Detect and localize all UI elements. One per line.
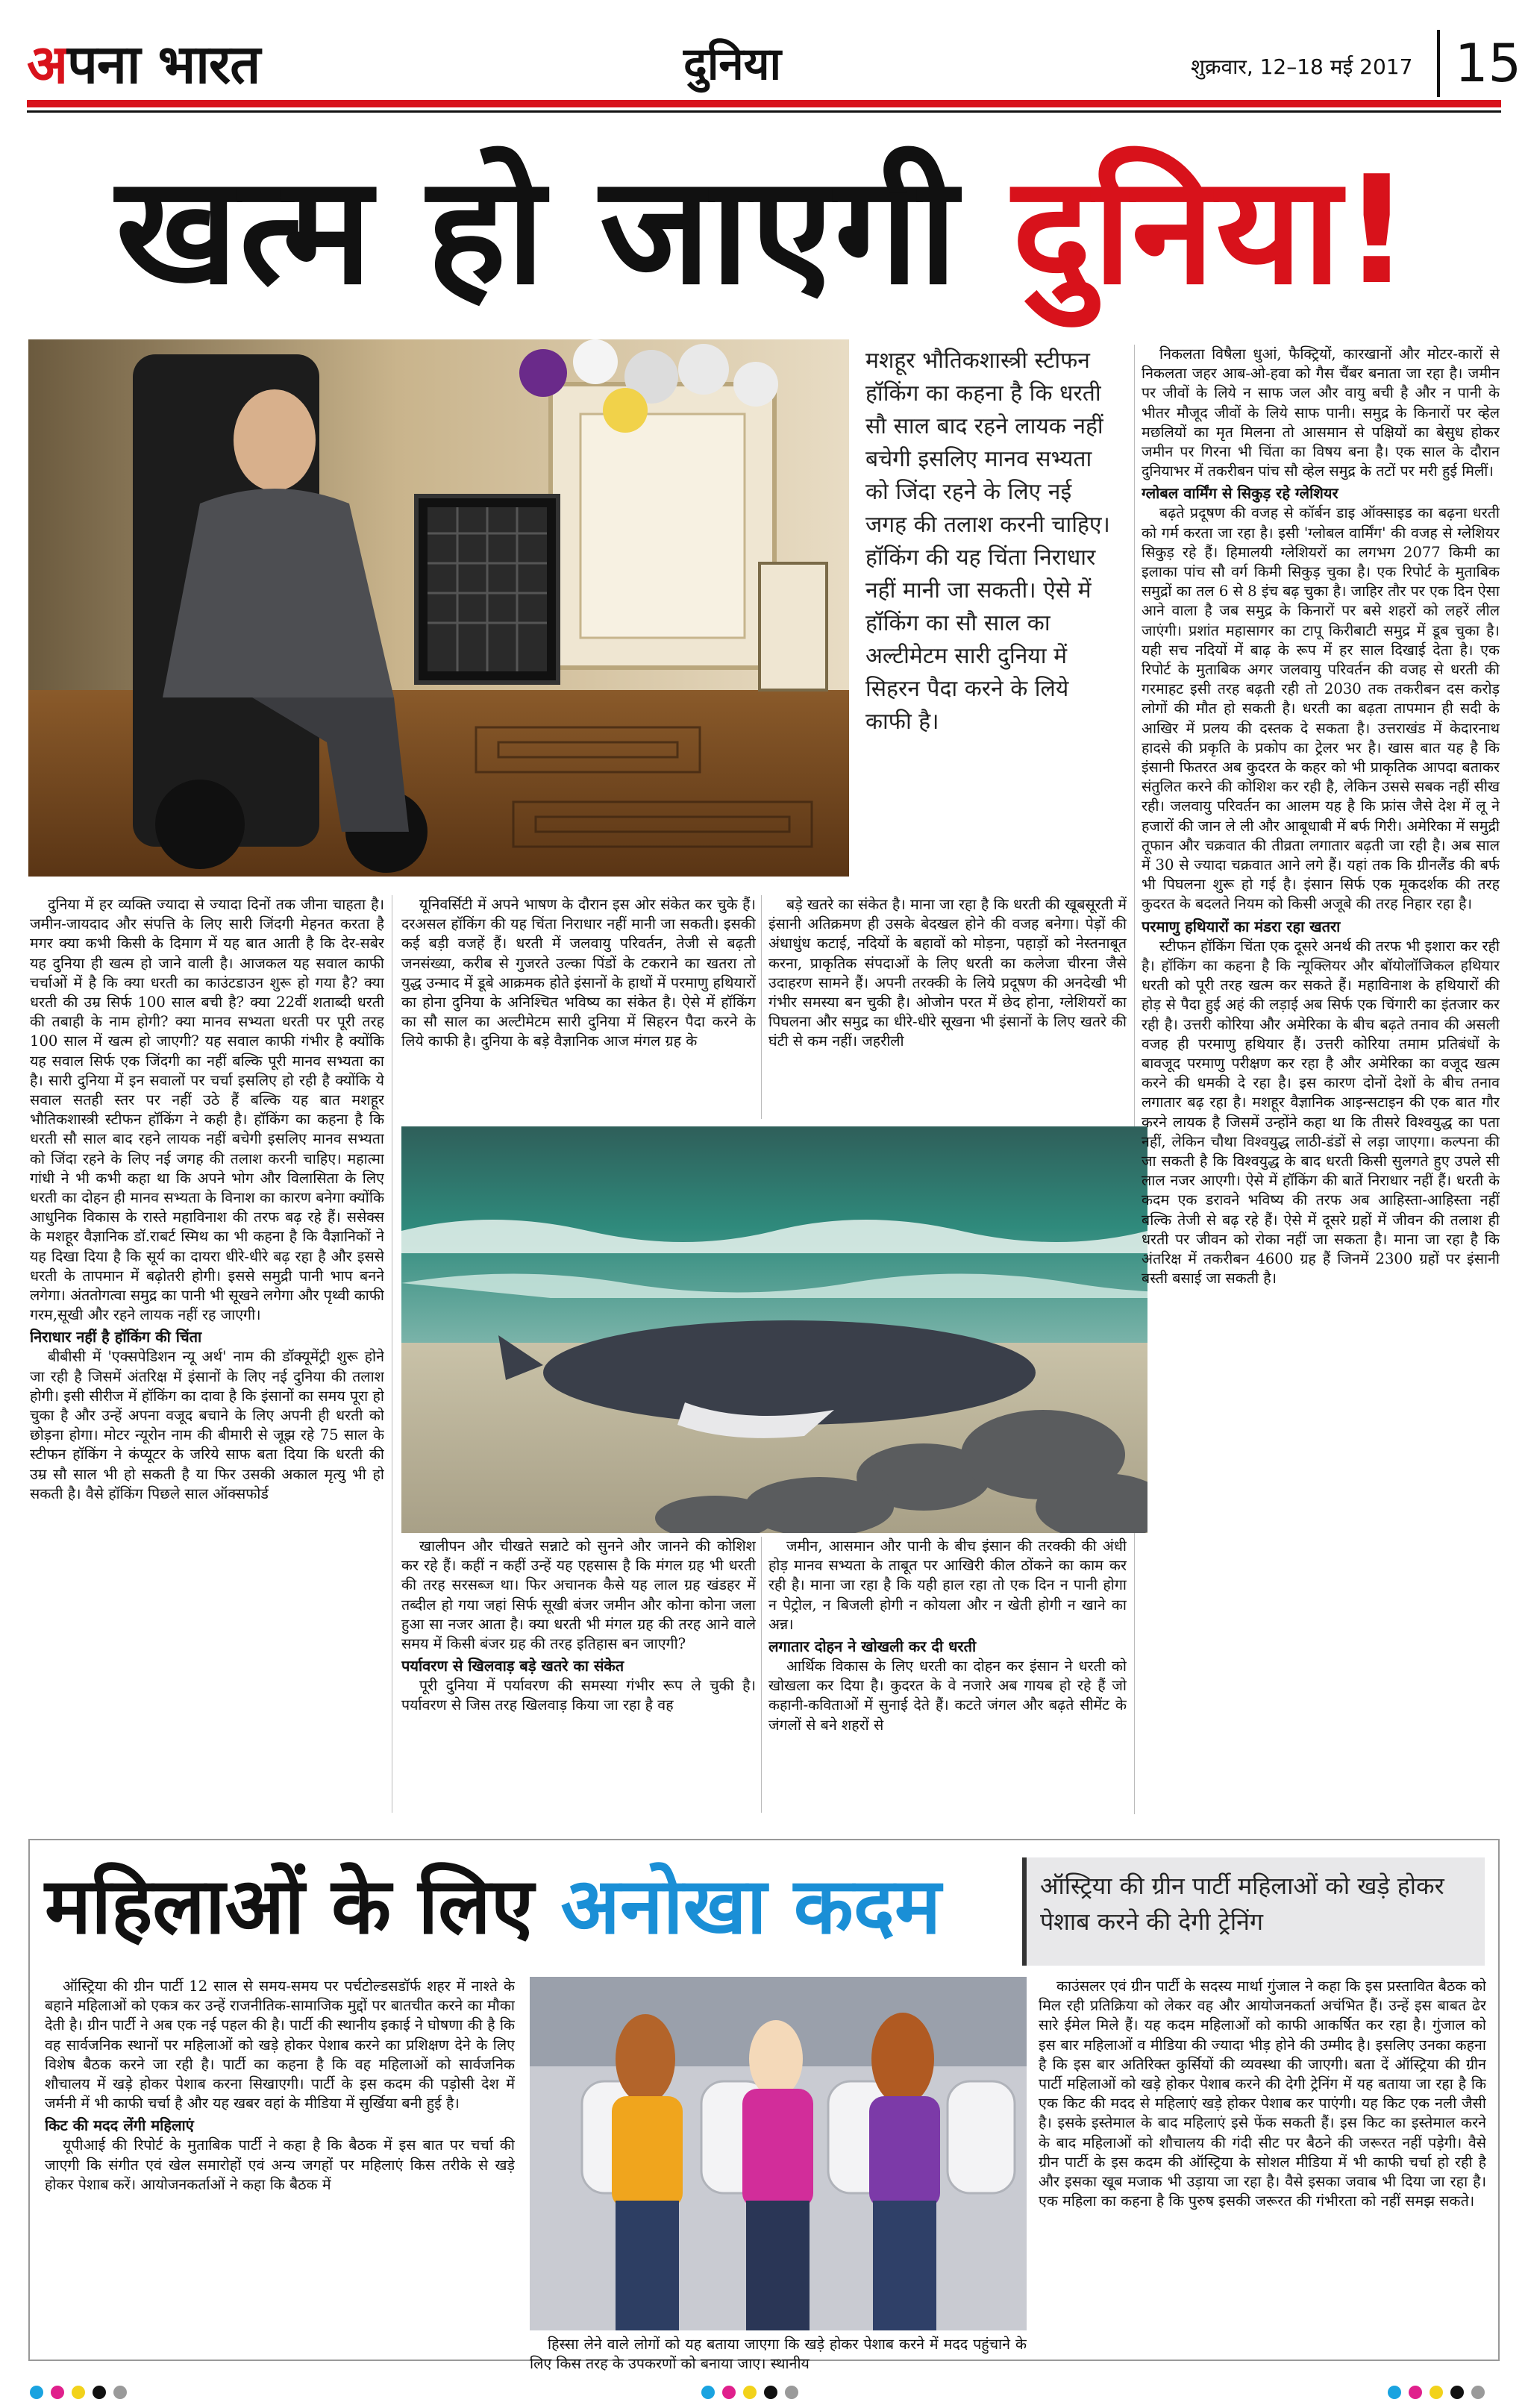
story2-column-1: [45, 1977, 515, 2335]
paragraph: बढ़ते प्रदूषण की वजह से कॉर्बन डाइ ऑक्साइड का बढ़ना धरती को गर्म करता जा रहा है। इसी 'ग्लोबल वार्मिंग' की वजह से ग्लेशियर सिकुड़ रहे हैं। हिमालयी ग्लेशियरों का लगभग 2077 किमी का इलाका पांच सौ वर्ग किमी सिकुड़ चुका है। एक रिपोर्ट के मुताबिक समुद्रों का तल 6 से 8 इंच बढ़ चुका है। जाहिर तौर पर एक दिन ऐसा आने वाला है जब समुद्र के किनारों पर बसे शहरों को लहरें लील जाएंगी। प्रशांत महासागर का टापू किरीबाटी समुद्र में डूब चुका है। यही सच नदियों में बाढ़ के रूप में हर साल दिखाई देता है। एक रिपोर्ट के मुताबिक अगर जलवायु परिवर्तन की वजह से धरती की गरमाहट इसी तरह बढ़ती रही तो 2030 तक तकरीबन दस करोड़ लोगों की मौत हो सकती है। धरती का बढ़ता तापमान ही सदी के आखिर में प्रलय की दस्तक दे सकता है। उत्तराखंड में केदारनाथ हादसे की प्रकृति के प्रकोप का ट्रेलर भर है। खास बात यह है कि इंसानी फितरत अब कुदरत के कहर को भी प्राकृतिक आपदा बताकर संतुलित करने की कोशिश कर रही है, लेकिन उससे सबक नहीं सीख रही। जलवायु परिवर्तन का आलम यह है कि फ्रांस जैसे देश में लू ने हजारों की जान ले ली और आबूधाबी में बर्फ गिरी। अमेरिका में समुद्री तूफान और चक्रवात की तीव्रता लगातार बढ़ती जा रही है। अब साल में 30 से ज्यादा चक्रवात आने लगे हैं। यहां तक कि ग्रीनलैंड की बर्फ भी पिघलना शुरू हो गई है। इंसान सिर्फ एक मूकदर्शक की तरह कुदरत के बदलते नियम को किसी अजूबे की तरह निहार रहा है।: [1142, 504, 1500, 913]
pull-quote: मशहूर भौतिकशास्त्री स्टीफन हॉकिंग का कहना है कि धरती सौ साल बाद रहने लायक नहीं बचेगी इसलिए मानव सभ्यता को जिंदा रहने के लिए नई जगह की तलाश करनी चाहिए। हॉकिंग की यह चिंता निराधार नहीं मानी जा सकती। ऐसे में हॉकिंग का सौ साल का अल्टीमेटम सारी दुनिया में सिहरन पैदा करने के लिये काफी है।: [865, 348, 1110, 735]
paragraph: पूरी दुनिया में पर्यावरण की समस्या गंभीर रूप ले चुकी है। पर्यावरण से जिस तरह खिलवाड़ किया जा रहा है वह: [401, 1677, 756, 1714]
paragraph: ऑस्ट्रिया की ग्रीन पार्टी 12 साल से समय-समय पर पर्चटोल्डसडॉर्फ शहर में नाश्ते के बहाने महिलाओं को एकत्र कर उन्हें राजनीतिक-सामाजिक मुद्दों पर बातचीत करने का मौका देती है। ग्रीन पार्टी ने अब एक नई पहल की है। पार्टी की स्थानीय इकाई ने घोषणा की है कि वह सार्वजनिक स्थानों पर महिलाओं को खड़े होकर पेशाब करने का प्रशिक्षण देने के लिए विशेष बैठक करने जा रही है। पार्टी का कहना है कि वह महिलाओं को सार्वजनिक शौचालय में खड़े होकर पेशाब करना सिखाएगी। पार्टी के इस कदम की पड़ोसी देश में जर्मनी में भी काफी चर्चा है और यह खबर वहां के मीडिया में सुर्खिया बनी हुई है।: [45, 1978, 515, 2113]
registration-dot: [1450, 2386, 1464, 2399]
main-headline: [0, 142, 1528, 321]
paragraph: बीबीसी में 'एक्सपेडिशन न्यू अर्थ' नाम की डॉक्यूमेंट्री शुरू होने जा रही है जिसमें अंतरिक्ष में इंसानों के लिए नई दुनिया की तलाश होगी। इसी सीरीज में हॉकिंग का दावा है कि इंसानों का समय पूरा हो चुका है और उन्हें अपना वजूद बचाने के लिए अपनी ही धरती को छोड़ना होगा। मोटर न्यूरोन नाम की बीमारी से जूझ रहे 75 साल के स्टीफन हॉकिंग ने कंप्यूटर के जरिये साफ बता दिया कि धरती की उम्र सौ साल भी हो सकती है या फिर उसकी अकाल मृत्यु भी हो सकती है। वैसे हॉकिंग पिछले साल ऑक्सफोर्ड: [30, 1348, 384, 1502]
article-column-4: [1142, 345, 1500, 1814]
subheading: लगातार दोहन ने खोखली कर दी धरती: [768, 1637, 977, 1656]
paragraph: जमीन, आसमान और पानी के बीच इंसान की तरक्की की अंधी होड़ मानव सभ्यता के ताबूत पर आखिरी कील ठोंकने का काम कर रही है। माना जा रहा है कि यही हाल रहा तो एक दिन न पानी होगा न पेट्रोल, न बिजली होगी न कोयला और न खेती होगी न खाने का अन्न।: [768, 1537, 1127, 1633]
registration-dot: [113, 2386, 127, 2399]
story2-headline: [45, 1857, 941, 1954]
paragraph: आर्थिक विकास के लिए धरती का दोहन कर इंसान ने धरती को खोखला कर दिया है। कुदरत के वे नजारे अब गायब हो रहे हैं जो कहानी-कविताओं में सुनाई देते हैं। कटते जंगल और बढ़ते सीमेंट के जंगलों से बने शहरों से: [768, 1658, 1127, 1734]
registration-dot: [1388, 2386, 1401, 2399]
women-at-urinals-illustration: [530, 1977, 1027, 2330]
story2-deck: ऑस्ट्रिया की ग्रीन पार्टी महिलाओं को खड़े होकर पेशाब करने की देगी ट्रेनिंग: [1022, 1857, 1485, 1966]
logo-first-letter: अ: [27, 33, 68, 95]
paragraph: हिस्सा लेने वाले लोगों को यह बताया जाएगा कि खड़े होकर पेशाब करने में मदद पहुंचाने के लिए किस तरह के उपकरणों को बनाया जाए। स्थानीय: [530, 2336, 1027, 2373]
registration-marks-left: [30, 2386, 127, 2399]
registration-marks-right: [1388, 2386, 1485, 2399]
registration-dot: [93, 2386, 106, 2399]
subheading: ग्लोबल वार्मिंग से सिकुड़ रहे ग्लेशियर: [1142, 484, 1338, 503]
registration-dot: [51, 2386, 64, 2399]
paragraph: दुनिया में हर व्यक्ति ज्यादा से ज्यादा दिनों तक जीना चाहता है। जमीन-जायदाद और संपत्ति के लिए सारी जिंदगी मेहनत करता है मगर क्या कभी किसी के दिमाग में यह बात आती है कि देर-सबेर यह दुनिया ही खत्म हो जाने वाली है। आजकल यह सवाल काफी चर्चाओं में है कि क्या धरती का काउंटडाउन शुरू हो गया है? क्या धरती की उम्र सिर्फ 100 साल बची है? क्या 22वीं शताब्दी धरती की तबाही के नाम होगी? क्या मानव सभ्यता धरती पर पूरी तरह 100 साल में खत्म हो जाएगी? यह सवाल काफी गंभीर है क्योंकि यह सवाल सिर्फ एक जिंदगी का नहीं बल्कि पूरी मानव सभ्यता का है। सारी दुनिया में इन सवालों पर चर्चा इसलिए हो रही है क्योंकि ये सवाल सतही स्तर पर नहीं उठे हैं बल्कि यह बात मशहूर भौतिकशास्त्री स्टीफन हॉकिंग ने कही है। हॉकिंग का कहना है कि धरती सौ साल बाद रहने लायक नहीं बचेगी इसलिए मानव सभ्यता को जिंदा रहने के लिए नई जगह की तलाश करनी चाहिए। महात्मा गांधी ने भी कभी कहा था कि अपने भोग और विलासिता के लिए धरती का दोहन ही मानव सभ्यता के विनाश का कारण बनेगा क्योंकि आधुनिक विकास के रास्ते महाविनाश की तरफ बढ़ रहे हैं। ससेक्स के मशहूर वैज्ञानिक डॉ.राबर्ट स्मिथ का भी कहना है कि वैज्ञानिकों ने यह दिखा दिया है कि सूर्य का दायरा धीरे-धीरे बढ़ रहा है और इससे धरती के तापमान में बढ़ोतरी होगी। इससे समुद्री पानी भाप बनने लगेगा। अंततोगत्वा समुद्र का पानी भी सूखने लगेगा और पृथ्वी काफी गरम,सूखी और रहने लायक नहीं रह जाएगी।: [30, 896, 384, 1324]
paragraph: खालीपन और चीखते सन्नाटे को सुनने और जानने की कोशिश कर रहे हैं। कहीं न कहीं उन्हें यह एहसास है कि मंगल ग्रह भी धरती की तरह सरसब्ज था। फिर अचानक कैसे यह लाल ग्रह खंडहर में तब्दील हो गया जहां सिर्फ सूखी बंजर जमीन और कोना कोना जला हुआ सा नजर आता है। क्या धरती भी मंगल ग्रह की तरह आने वाले समय में किसी बंजर ग्रह की तरह इतिहास बन जाएगी?: [401, 1537, 756, 1653]
article-column-3-top: [768, 895, 1127, 1119]
logo-rest: पना भारत: [67, 33, 260, 95]
article-column-2-top: [401, 895, 756, 1119]
registration-dot: [701, 2386, 715, 2399]
registration-dot: [722, 2386, 736, 2399]
paragraph: निकलता विषैला धुआं, फैक्ट्रियों, कारखानों और मोटर-कारों से निकलता जहर आब-ओ-हवा को गैस चैंबर बनाता जा रहा है। जमीन पर जीवों के लिये न साफ जल और वायु बची है और न पानी के भीतर मौजूद जीवों के लिये साफ पानी। समुद्र के किनारों पर व्हेल मछलियों का मृत मिलना तो आसमान से पक्षियों का बेसुध होकर जमीन पर गिरना भी चिंता का विषय बना है। एक साल के दौरान दुनियाभर में तकरीबन पांच सौ व्हेल समुद्र के तटों पर मरी हुई मिलीं।: [1142, 345, 1500, 480]
paragraph: यूपीआई की रिपोर्ट के मुताबिक पार्टी ने कहा है कि बैठक में इस बात पर चर्चा की जाएगी कि संगीत एवं खेल समारोहों एवं अन्य जगहों पर महिलाएं किस तरीके से खड़े होकर पेशाब करें। आयोजनकर्ताओं ने कहा कि बैठक में: [45, 2136, 515, 2193]
story2-column-2: [530, 2335, 1027, 2380]
paragraph: काउंसलर एवं ग्रीन पार्टी के सदस्य मार्था गुंजाल ने कहा कि इस प्रस्तावित बैठक को मिल रही प्रतिक्रिया को लेकर वह और आयोजनकर्ता अचंभित हैं। उन्हें इस बाबत ढेर सारे ईमेल मिले हैं। यह कदम महिलाओं को काफी आकर्षित कर रहा है। गुंजाल को इस बार महिलाओं व मीडिया की ज्यादा भीड़ होने की उम्मीद है। इसलिए उनका कहना है कि इस बार अतिरिक्त कुर्सियों की व्यवस्था की जाएगी। बता दें ऑस्ट्रिया की ग्रीन पार्टी महिलाओं को खड़े होकर पेशाब करने की देगी ट्रेनिंग में यह बताया जा रहा है कि एक किट की मदद से महिलाएं खड़े होकर पेशाब कर पाएंगी। यह किट एक नली जैसी है। इसके इस्तेमाल के बाद महिलाएं इसे फेंक सकती हैं। इस किट का इस्तेमाल करने के बाद महिलाओं को शौचालय की गंदी सीट पर बैठने की जरूरत नहीं पड़ेगी। वैसे ग्रीन पार्टी के इस कदम की ऑस्ट्रिया के सोशल मीडिया में भी काफी चर्चा हो रही है और इसका खूब मजाक भी उड़ाया जा रहा है। वैसे इसका जवाब भी दिया जा रहा है। एक महिला का कहना है कि पुरुष इसकी जरूरत की गंभीरता को नहीं समझ सकते।: [1039, 1978, 1486, 2210]
registration-dot: [1471, 2386, 1485, 2399]
masthead: [27, 27, 1522, 101]
story2-column-3: [1039, 1977, 1486, 2335]
women-at-urinals-photo: [530, 1977, 1027, 2330]
hawking-photo-illustration: [28, 339, 849, 877]
headline-black-part: खत्म हो जाएगी: [116, 144, 1012, 318]
registration-dot: [30, 2386, 43, 2399]
headline-red-part: दुनिया!: [1012, 144, 1412, 318]
article-column-3-bottom: [768, 1537, 1127, 1813]
registration-marks-middle: [701, 2386, 798, 2399]
masthead-black-rule: [27, 110, 1501, 113]
story2-headline-blue: अनोखा कदम: [560, 1860, 942, 1951]
registration-dot: [1409, 2386, 1422, 2399]
paragraph: बड़े खतरे का संकेत है। माना जा रहा है कि धरती की खूबसूरती में इंसानी अतिक्रमण ही उसके बेदखल होने की वजह बनेगा। पेड़ों की अंधाधुंध कटाई, नदियों के बहावों को मोड़ना, पहाड़ों को नेस्तनाबूत करना, प्राकृतिक संपदाओं के लिए धरती का कलेजा चीरना जैसे उदाहरण सामने हैं। अपनी तरक्की के लिये प्रदूषण की अनदेखी भी गंभीर समस्या बन चुकी है। ओजोन परत में छेद होना, ग्लेशियरों का पिघलना और समुद्र का धीरे-धीरे सूखना भी इंसानों के लिए खतरे की घंटी से कम नहीं। जहरीली: [768, 896, 1127, 1050]
beached-whale-photo: [401, 1126, 1147, 1533]
column-divider: [1134, 345, 1135, 1814]
column-divider: [761, 895, 762, 1119]
page-number: 15: [1437, 30, 1521, 97]
article-column-2-bottom: [401, 1537, 756, 1813]
beached-whale-illustration: [401, 1126, 1147, 1533]
registration-dot: [785, 2386, 798, 2399]
article-column-1: [30, 895, 384, 1813]
story2-headline-black: महिलाओं के लिए: [45, 1860, 561, 1951]
registration-dot: [764, 2386, 777, 2399]
subheading: परमाणु हथियारों का मंडरा रहा खतरा: [1142, 917, 1341, 935]
newspaper-logo: [27, 27, 260, 101]
subheading: निराधार नहीं है हॉकिंग की चिंता: [30, 1328, 202, 1346]
paragraph: यूनिवर्सिटी में अपने भाषण के दौरान इस ओर संकेत कर चुके हैं। दरअसल हॉकिंग की यह चिंता निराधार नहीं मानी जा सकती। इसकी कई बड़ी वजहें हैं। धरती में जलवायु परिवर्तन, तेजी से बढ़ती जनसंख्या, करीब से गुजरते उल्का पिंडों के टकराने का खतरा तो युद्ध उन्माद में डूबे आक्रमक होते इंसानों के हाथों में परमाणु हथियारों का होना दुनिया के अनिश्चित भविष्य का संकेत है। ऐसे में हॉकिंग का सौ साल का अल्टीमेटम सारी दुनिया में सिहरन पैदा करने के लिये काफी है। दुनिया के बड़े वैज्ञानिक आज मंगल ग्रह के: [401, 896, 756, 1050]
masthead-red-rule: [27, 100, 1501, 107]
hawking-photo: [28, 339, 849, 877]
paragraph: स्टीफन हॉकिंग चिंता एक दूसरे अनर्थ की तरफ भी इशारा कर रही है। हॉकिंग का कहना है कि न्यूक्लियर और बॉयोलॉजिकल हथियार धरती को पूरी तरह खत्म कर सकते हैं। महाविनाश के हथियारों की होड़ से पैदा हुई अहं की लड़ाई अब सिर्फ एक चिंगारी का इंतजार कर रही है। उत्तरी कोरिया और अमेरिका के बीच बढ़ते तनाव की असली वजह ही परमाणु हथियार हैं। उत्तरी कोरिया तमाम प्रतिबंधों के बावजूद परमाणु परीक्षण कर रहा है और अमेरिका का वजूद खत्म करने की धमकी दे रहा है। इस कारण दोनों देशों के बीच तनाव लगातार बढ़ रहा है। मशहूर वैज्ञानिक आइन्सटाइन की एक बात गौर करने लायक है जिसमें उन्होंने कहा था कि तीसरे विश्वयुद्ध का पता नहीं, लेकिन चौथा विश्वयुद्ध लाठी-डंडों से लड़ा जाएगा। कल्पना की जा सकती है कि विश्वयुद्ध के बाद धरती किसी सुलगते हुए उपले सी लाल नजर आएगी। ऐसे में हॉकिंग की बातें निराधार नहीं हैं। धरती के कदम एक डरावने भविष्य की तरफ अब आहिस्ता-आहिस्ता नहीं बल्कि तेजी से बढ़ रहे हैं। ऐसे में दूसरे ग्रहों में जीवन की तलाश ही धरती पर जीवन को रोका नहीं जा सकता है। माना जा रहा है कि अंतरिक्ष में तकरीबन 4600 ग्रह हैं जिनमें 2300 ग्रहों पर इंसानी बस्ती बसाई जा सकती है।: [1142, 937, 1500, 1288]
registration-dot: [72, 2386, 85, 2399]
issue-date: शुक्रवार, 12–18 मई 2017: [1191, 54, 1413, 79]
column-divider: [761, 1537, 762, 1813]
registration-dot: [743, 2386, 757, 2399]
section-name: दुनिया: [683, 38, 782, 90]
registration-dot: [1430, 2386, 1443, 2399]
subheading: पर्यावरण से खिलवाड़ बड़े खतरे का संकेत: [401, 1657, 624, 1675]
subheading: किट की मदद लेंगी महिलाएं: [45, 2116, 194, 2135]
